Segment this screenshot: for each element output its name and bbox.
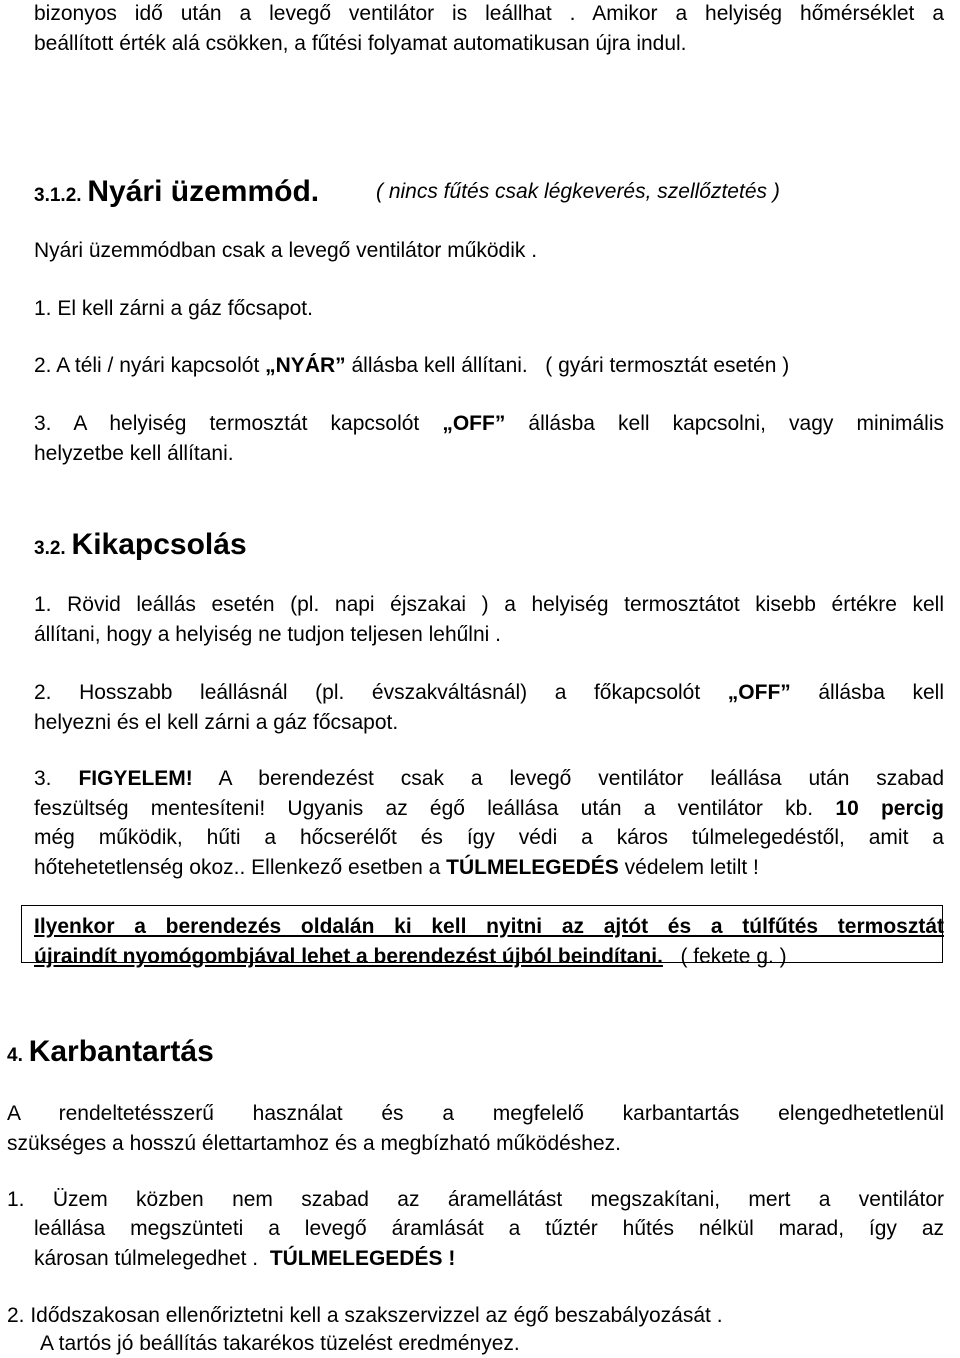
warning-paragraph: 3. FIGYELEM! A berendezést csak a levegő ventilátor leállása után szabad feszültség mentesíteni! Ugyanis az égő leállása után a ventilátor kb. 10 percig még működik, hűti a hőcserélőt és így védi a káros túlmelegedéstől, amit a hőtehetetlenség okoz.. Ellenkező esetben a TÚLMELEGEDÉS védelem letilt ! [34,767,945,879]
list-item: 2. Hosszabb leállásnál (pl. évszakváltásnál) a főkapcsolót „OFF” állásba kell helyezni és el kell zárni a gáz főcsapot. [34,681,944,734]
list-item: 3. A helyiség termosztát kapcsolót „OFF” állásba kell kapcsolni, vagy minimális helyzetbe kell állítani. [34,412,944,465]
list-item: 2. Idődszakosan ellenőriztetni kell a szakszervizzel az égő beszabályozását . [7,1304,723,1327]
section-heading-4 [7,1037,214,1067]
text-line: beállított érték alá csökken, a fűtési folyamat automatikusan újra indul. [34,31,687,55]
text-line: bizonyos idő után a levegő ventilátor is leállhat . Amikor a helyiség hőmérséklet a [34,2,944,25]
paragraph: Nyári üzemmódban csak a levegő ventilátor működik . [34,239,538,262]
section-number: 3.2. [34,538,66,559]
list-item: 1. Üzem közben nem szabad az áramellátást megszakítani, mert a ventilátor [7,1188,944,1211]
list-item-continued: leállása megszünteti a levegő áramlását a tűztér hűtés nélkül marad, így az károsan túlmelegedhet . TÚLMELEGEDÉS ! [34,1217,944,1270]
section-title: Kikapcsolás [71,528,247,561]
notice-text: Ilyenkor a berendezés oldalán ki kell nyitni az ajtót és a túlfűtés termosztát újraindít nyomógombjával lehet a berendezést újból beindítani. ( fekete g. ) [34,915,944,968]
section-note: ( nincs fűtés csak légkeverés, szellőztetés ) [376,180,780,203]
paragraph: A rendeltetésszerű használat és a megfelelő karbantartás elengedhetetlenül szükséges a hosszú élettartamhoz és a megbízható működéshez. [7,1102,944,1155]
list-item-continued: A tartós jó beállítás takarékos tüzelést eredményez. [40,1332,520,1355]
section-title: Karbantartás [28,1035,214,1068]
list-item: 1. Rövid leállás esetén (pl. napi éjszakai ) a helyiség termosztátot kisebb értékre kell állítani, hogy a helyiség ne tudjon teljesen lehűlni . [34,593,944,646]
intro-paragraph [34,3,944,62]
list-item: 2. A téli / nyári kapcsolót „NYÁR” állásba kell állítani. ( gyári termosztát esetén ) [34,354,790,377]
section-heading-3-2 [34,530,247,560]
section-number: 4. [7,1045,23,1066]
section-number: 3.1.2. [34,185,82,206]
list-item: 1. El kell zárni a gáz főcsapot. [34,297,313,320]
section-heading-3-1-2 [34,177,319,207]
section-title: Nyári üzemmód. [87,175,320,208]
